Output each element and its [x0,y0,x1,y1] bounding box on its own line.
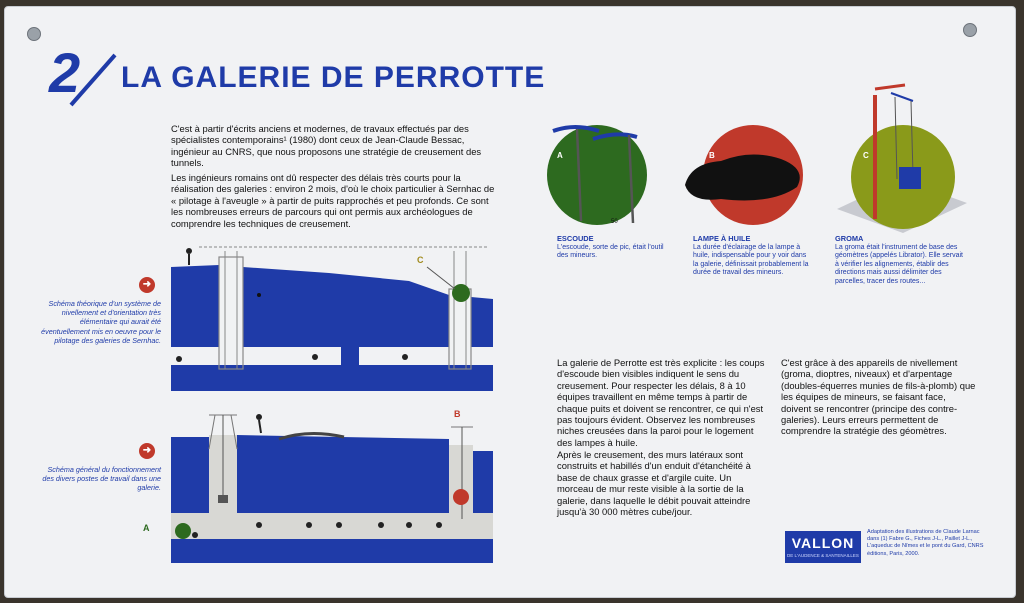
arrow-right-icon: ➜ [139,277,155,293]
lamp-illustration [681,119,811,229]
intro-paragraph-2: Les ingénieurs romains ont dû respecter des délais très courts pour la réalisation des galeries : environ 2 mois, d'où le choix particulier à Sernhac de « pilotage à l'aveugle » à partir de puits rapprochés et peu profonds. Ce sont les nombreuses erreurs de parcours qui ont permis aux archéologues de comprendre les techniques de creusement. [171,172,495,229]
credits-text: Adaptation des illustrations de Claude Larnac dans (1) Fabre G., Fiches J-L., Paillet J-L., L'aqueduc de Nîmes et le pont du Gard, CNRS éditions, Paris, 2000. [867,529,984,557]
title-prefix: LA GALERIE DE [121,61,374,94]
tool-a-scale: 50 [611,219,618,225]
slash-icon [65,49,125,109]
schema1-marker-c: C [417,255,424,265]
page-title [121,61,545,95]
tool-c-text: La groma était l'instrument de base des géomètres (appelés Librator). Elle servait à vérifier les alignements, établir des directions mais aussi délimiter des parcelles, tracer des routes... [835,243,964,285]
tool-b-caption [693,235,811,278]
body-col2-paragraph-1: C'est grâce à des appareils de nivellement (groma, dioptres, niveaux) et d'arpentage (doubles-équerres munies de fils-à-plomb) que les équipes de mineurs, se faisant face, doivent se rencontrer (principe des contre-galeries). Leurs erreurs permettent de comprendre la stratégie des géomètres. [781,357,976,437]
tool-a-caption [557,235,667,261]
schema2-diagram [169,409,495,565]
title-highlight: PERROTTE [373,61,546,94]
screw-icon [27,27,41,41]
tool-c-name: GROMA [835,234,864,243]
tool-c-letter: C [863,151,869,160]
info-panel [4,6,1016,598]
logo-name: VALLON [791,535,855,551]
tool-b-letter: B [709,151,715,160]
schema1-diagram [169,237,495,397]
groma-illustration [831,79,971,235]
body-col1-paragraph-2: Après le creusement, des murs latéraux sont construits et habillés d'un enduit d'étanchéité à base de chaux grasse et d'argile cuite. Un morceau de mur reste visible à la sortie de la galerie, dans laquelle le débit pouvait atteindre jusqu'à 30 000 mètres cube/jour. [557,449,751,518]
tool-a-letter: A [557,151,563,160]
tool-a-name: ESCOUDE [557,234,594,243]
logo-subtitle: DE L'AUDENCE & SANTENAILLES [787,553,859,558]
schema2-marker-a: A [143,523,150,533]
tool-c-caption [835,235,965,287]
schema2-marker-b: B [454,409,461,419]
body-col1-paragraph-1: La galerie de Perrotte est très explicite : les coups d'escoude bien visibles indiquent le sens du creusement. Pour respecter les délais, 8 à 10 équipes travaillent en même temps à partir de chaque puits et doivent se rencontrer, ce qui n'est pas toujours évident. Observez les nombreuses niches creusées dans la paroi pour le logement des lampes à huile. [557,357,765,448]
screw-icon [963,23,977,37]
tool-b-name: LAMPE À HUILE [693,234,751,243]
intro-paragraph-1: C'est à partir d'écrits anciens et modernes, de travaux effectués par des spécialistes contemporains¹ (1980) dont ceux de Jean-Claude Bessac, ingénieur au CNRS, que nous proposons une stratégie de creusement des tunnels. [171,123,482,169]
arrow-right-icon: ➜ [139,443,155,459]
escoude-illustration [541,119,653,229]
vallon-logo [785,531,861,563]
title-number: 2 [49,41,81,104]
schema2-caption: Schéma général du fonctionnement des divers postes de travail dans une galerie. [42,465,161,493]
schema1-caption: Schéma théorique d'un système de nivellement et d'orientation très élémentaire qui aurait été éventuellement mis en oeuvre pour le pilotage des galeries de Sernhac. [41,299,161,345]
tool-b-text: La durée d'éclairage de la lampe à huile, indispensable pour y voir dans la galerie, définissait probablement la durée de travail des mineurs. [693,243,809,277]
tool-a-text: L'escoude, sorte de pic, était l'outil des mineurs. [557,243,664,260]
